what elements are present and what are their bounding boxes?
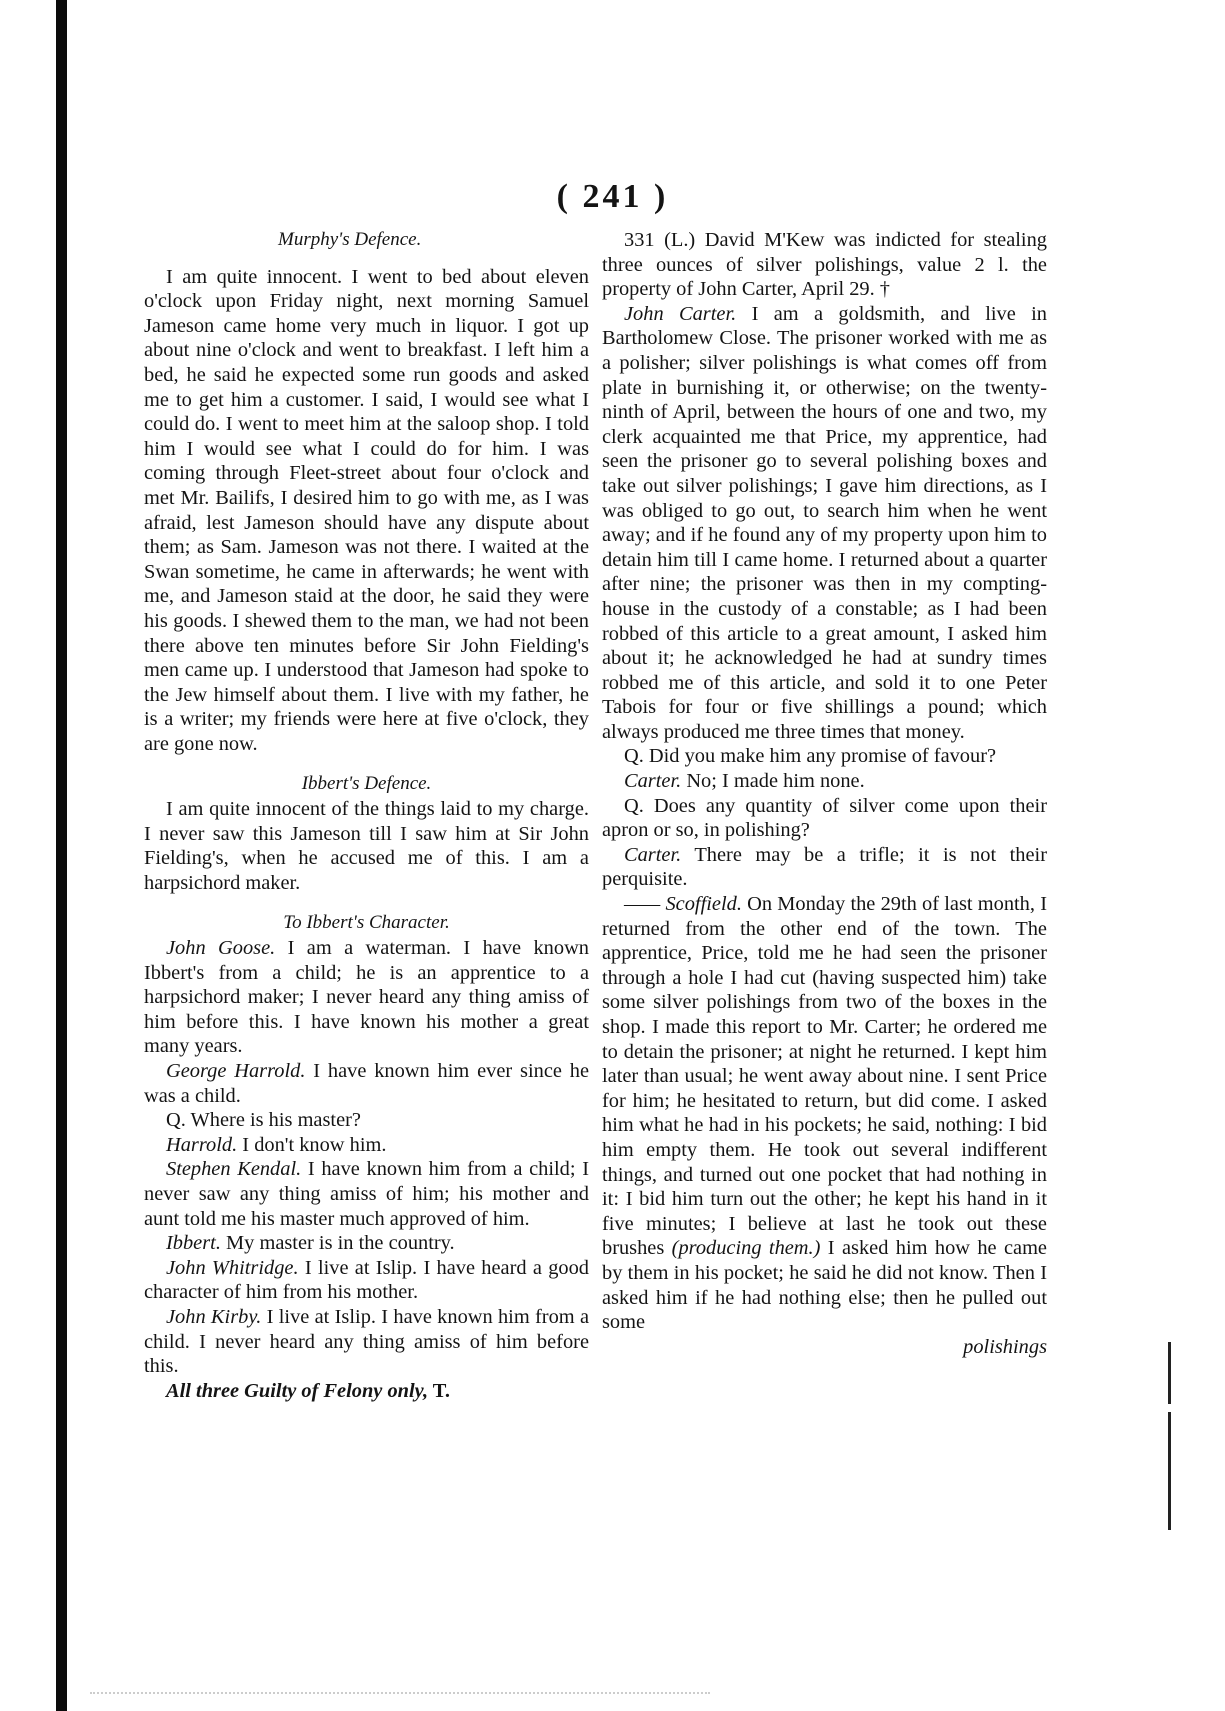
testimony: I have known him from a child; I never saw any thing amiss of him; his mother and aunt told me his master much approved of him. <box>144 1158 589 1230</box>
case-intro: 331 (L.) David M'Kew was indicted for stealing three ounces of silver polishings, value 2 l. the property of John Carter, April 29. † <box>602 229 1047 301</box>
speaker-name: John Kirby. <box>166 1305 262 1328</box>
right-column <box>602 228 1047 1359</box>
testimony: Q. Did you make him any promise of favour? <box>624 745 997 768</box>
speaker-name: George Harrold. <box>166 1060 306 1082</box>
witness-paragraph <box>144 1133 589 1158</box>
testimony: I am a goldsmith, and live in Bartholomew Close. The prisoner worked with me as a polisher; silver polishings is what comes off from plate in burnishing it, or otherwise; on the twenty-ninth of April, between the hours of one and two, my clerk acquainted me that Price, my apprentice, had seen the prisoner go to several polishing boxes and take out silver polishings; I gave him directions, as I was obliged to go out, to search him when he went away; and if he found any of my property upon him to detain him till I came home. I returned about a quarter after nine; the prisoner was then in my compting-house in the custody of a constable; as I had been robbed of this article to a great amount, I asked him about it; he acknowledged he had at sundry times robbed me of this article, and sold it to one Peter Tabois for four or five shillings a pound; which always produced me three times that money. <box>602 302 1048 743</box>
testimony-paragraph <box>602 843 1047 892</box>
stage-direction: (producing them.) <box>671 1237 821 1260</box>
witness-paragraph <box>144 1231 589 1256</box>
speaker-name: John Carter. <box>624 302 737 325</box>
testimony-paragraph <box>602 769 1047 794</box>
ibbert-defence-heading: Ibbert's Defence. <box>301 773 432 795</box>
testimony: I asked him how he came by them in his pocket; he said he did not know. Then I asked him if he had nothing else; then he pulled out some <box>602 1237 1047 1334</box>
scan-noise <box>90 1692 710 1696</box>
testimony: Q. Does any quantity of silver come upon their apron or so, in polishing? <box>602 794 1047 842</box>
speaker-name: John Whitridge. <box>166 1256 299 1279</box>
witness-paragraph <box>144 1059 589 1108</box>
testimony: Q. Where is his master? <box>166 1109 361 1132</box>
testimony: I don't know him. <box>237 1133 387 1156</box>
speaker-name: Carter. <box>624 770 682 793</box>
witness-paragraph <box>144 1157 589 1231</box>
testimony: I have known him ever since he was a child. <box>144 1060 589 1107</box>
testimony-paragraph <box>602 302 1047 745</box>
page-number: ( 241 ) <box>556 178 669 215</box>
speaker-name: Harrold. <box>166 1133 238 1156</box>
speaker-name: Carter. <box>624 843 682 866</box>
verdict <box>144 1379 589 1404</box>
scan-edge-mark <box>1168 1342 1171 1404</box>
murphy-defence-heading: Murphy's Defence. <box>278 229 422 250</box>
testimony: My master is in the country. <box>220 1232 455 1255</box>
testimony: I am a waterman. I have known Ibbert's from a child; he is an apprentice to a harpsichord maker; I never heard any thing amiss of him before this. I have known his mother a great many years. <box>144 937 589 1058</box>
murphy-defence-text: I am quite innocent. I went to bed about eleven o'clock upon Friday night, next morning Samuel Jameson came home very much in liquor. I got up about nine o'clock and went to breakfast. I left him a bed, he said he expected some run goods and asked me to get him a customer. I said, I would see what I could do. I went to meet him at the saloop shop. I told him I would see what I could do for him. I was coming through Fleet-street about four o'clock and met Mr. Bailifs, I desired him to go with me, as I was afraid, lest Jameson should have any dispute about them; as Sam. Jameson was not there. I waited at the Swan sometime, he came in afterwards; he went with me, and Jameson staid at the door, he said they were his goods. I shewed them to the man, we had not been there above ten minutes before Sir John Fielding's men came up. I understood that Jameson had spoke to the Jew himself about them. I live with my father, he is a writer; my friends were here at five o'clock, they are gone now. <box>144 265 589 755</box>
testimony-paragraph <box>602 794 1047 843</box>
witness-paragraph <box>144 1108 589 1133</box>
scan-binding-shadow <box>56 0 67 1711</box>
speaker-name: Stephen Kendal. <box>166 1158 302 1181</box>
scan-edge-mark <box>1168 1412 1171 1530</box>
testimony: On Monday the 29th of last month, I returned from the other end of the town. The apprentice, Price, told me he had seen the prisoner through a hole I had cut (having suspected him) take some silver polishings from two of the boxes in the shop. I made this report to Mr. Carter; he ordered me to detain the prisoner; at night he returned. I kept him later than usual; he went away about nine. I sent Price for him; he hesitated to return, but did come. I asked him what he had in his pockets; he said, nothing: I bid him empty them. He took out several indifferent things, and turned out one pocket that had nothing in it: I bid him turn out the other; he kept his hand in it five minutes; I believe at last he took out these brushes <box>602 893 1047 1260</box>
witness-paragraph <box>144 936 589 1059</box>
testimony: There may be a trifle; it is not their perquisite. <box>602 843 1047 891</box>
witness-paragraph <box>144 1305 589 1379</box>
character-heading: To Ibbert's Character. <box>283 912 450 934</box>
testimony-paragraph <box>602 744 1047 769</box>
speaker-name: John Goose. <box>166 937 276 960</box>
ibbert-defence-text: I am quite innocent of the things laid to my charge. I never saw this Jameson till I saw him at Sir John Fielding's, when he accused me of this. I am a harpsichord maker. <box>144 798 589 894</box>
verdict-text: All three Guilty of Felony only, <box>166 1379 429 1402</box>
left-column <box>144 228 589 1403</box>
testimony: No; I made him none. <box>681 770 865 793</box>
testimony: I live at Islip. I have known him from a child. I never heard any thing amiss of him before this. <box>144 1305 589 1378</box>
speaker-name: —— Scoffield. <box>624 893 742 916</box>
witness-paragraph <box>144 1256 589 1305</box>
speaker-name: Ibbert. <box>166 1232 221 1255</box>
scoffield-testimony <box>602 892 1047 1335</box>
catchword: polishings <box>963 1335 1047 1358</box>
verdict-sentence: T. <box>428 1379 450 1402</box>
testimony: I live at Islip. I have heard a good character of him from his mother. <box>144 1256 589 1304</box>
